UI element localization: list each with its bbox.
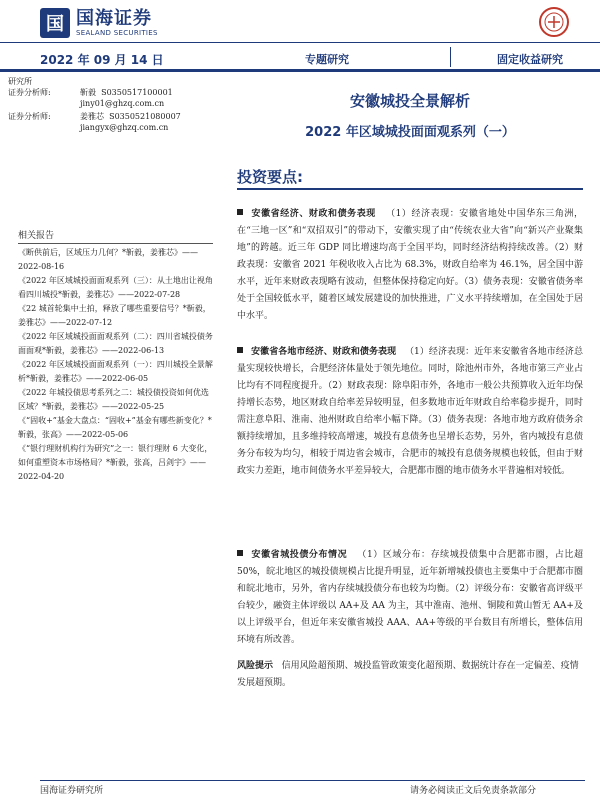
related-report-item[interactable]: 《“银行理财机构行为研究”之一：银行理财 6 大变化，如何重塑资本市场格局？*靳毅，张高，吕剑宇》——2022-04-20 [18,444,213,481]
brand-name-cn: 国海证券 [76,7,152,29]
key-point-body: （1）经济表现：近年来安徽省各地市经济总量实现较快增长，合肥经济体量处于领先地位。同时，除池州市外，各地市第三产业占比均有不同程度提升。（2）财政表现：除阜阳市外，各地市一般公共预算收入近年均保持增长态势，地区财政自给率差异较明显，但多数地市近年财政自给率稳步提升，同时需注意阜阳、淮南、池州财政自给率小幅下降。（3）债务表现：各地市地方政府债务余额持续增加，且多维持较高增速，城投有息债务也呈增长态势，另外，省内城投有息债务分布较为均匀，相较于周边省会城市，合肥市的城投有息债务规模也较低，但由于财政实力差距，地市间债务水平差异较大，合肥都市圈的地市债务水平普遍相对较低。 [237,347,583,476]
key-point-title: 安徽省经济、财政和债务表现 [251,209,376,219]
key-point-body: （1）区域分布：存续城投债集中合肥都市圈，占比超 50%，皖北地区的城投债规模占比提升明显，近年新增城投债也主要集中于合肥都市圈和皖北地市，另外，省内存续城投债分布也较为均衡。（2）评级分布：安徽省高评级平台较少，融资主体评级以 AA+及 AA 为主，其中淮南、池州、铜陵和黄山暂无 AA+及以上评级平台，但近年来安徽省城投 AAA、AA+等级的平台数目有所增长，整体信用环境有所改善。 [237,550,583,645]
report-date: 2022 年 09 月 14 日 [40,53,164,67]
related-report-item[interactable]: 《22 城首轮集中土拍，释放了哪些重要信号？*靳毅，姜雅芯》——2022-07-12 [18,304,211,327]
report-category: 固定收益研究 [497,53,563,66]
analyst-cert: S0350517100001 [101,88,173,97]
footer-institute: 国海证券研究所 [40,786,104,796]
institute-label: 研究所 [8,77,32,86]
key-point-1 [237,206,583,325]
report-type: 专题研究 [305,53,349,66]
key-points-divider [237,188,583,190]
risk-text: 信用风险超预期、城投监管政策变化超预期、数据统计存在一定偏差、疫情发展超预期。 [237,661,579,688]
key-point-body: （1）经济表现：安徽省地处中国华东三角洲，在“三地一区”和“双招双引”的带动下，安徽实现了由“传统农业大省”向“新兴产业聚集地”的跨越。近三年 GDP 同比增速均高于全国平均，同时经济结构持续改善。（2）财政表现：安徽省 2021 年税收收入占比为 68.3%，财政自给率为 46.1%，居全国中游水平，近年来财政表现略有波动，但整体保持稳定向好。（3）债务表现：安徽省债务率处于全国较低水平，随着区域发展建设的加快推进，广义水平持续增加，在全国处于居中水平。 [237,209,583,321]
related-report-item[interactable]: 《2022 年区域城投面面观系列（三）：从土地出让视角看四川城投*靳毅，姜雅芯》——2022-07-28 [18,276,213,299]
related-reports-list [18,246,213,484]
report-subtitle: 2022 年区域城投面面观系列（一） [305,125,515,140]
header-bar [0,42,600,72]
analyst-1 [8,87,228,109]
analyst-cert: S0350521080007 [109,112,181,121]
analyst-email[interactable]: jiangyx@ghzq.com.cn [80,123,169,132]
key-points-heading: 投资要点: [237,168,303,186]
header-divider [450,47,451,67]
footer-divider [40,780,585,781]
bullet-square-icon [237,209,243,215]
key-point-2 [237,344,583,480]
bullet-square-icon [237,347,243,353]
analyst-email[interactable]: jiny01@ghzq.com.cn [80,99,165,108]
analyst-role: 证券分析师: [8,88,51,97]
risk-warning [237,658,583,692]
analyst-info [8,76,228,135]
analyst-name: 姜雅芯 [80,112,104,121]
key-point-3 [237,547,583,649]
report-title: 安徽城投全景解析 [349,92,470,110]
footer-disclaimer: 请务必阅读正文后免责条款部分 [410,786,537,796]
brand-logo [40,8,158,38]
bullet-square-icon [237,550,243,556]
analyst-role: 证券分析师: [8,112,51,121]
analyst-2 [8,111,228,133]
brand-logo-icon: 国 [40,8,70,38]
related-report-item[interactable]: 《2022 年城投债思考系列之二：城投债投资如何优选区域？*靳毅，姜雅芯》——2022-05-25 [18,388,209,411]
related-report-item[interactable]: 《2022 年区域城投面面观系列（二）：四川省城投债务面面观*靳毅，姜雅芯》——2022-06-13 [18,332,213,355]
risk-label: 风险提示 [237,661,274,671]
analyst-name: 靳毅 [80,88,96,97]
seal-icon [538,6,570,38]
key-point-title: 安徽省各地市经济、财政和债务表现 [251,347,397,357]
key-point-title: 安徽省城投债分布情况 [251,550,348,560]
related-report-item[interactable]: 《“固收+”基金大盘点：“固收+”基金有哪些新变化？*靳毅，张高》——2022-05-06 [18,416,212,439]
related-report-item[interactable]: 《2022 年区域城投面面观系列（一）：四川城投全景解析*靳毅，姜雅芯》——2022-06-05 [18,360,213,383]
brand-name-en: SEALAND SECURITIES [76,28,158,37]
related-reports-heading: 相关报告 [18,228,213,244]
related-report-item[interactable]: 《断供前后，区域压力几何？*靳毅，姜雅芯》——2022-08-16 [18,248,198,271]
